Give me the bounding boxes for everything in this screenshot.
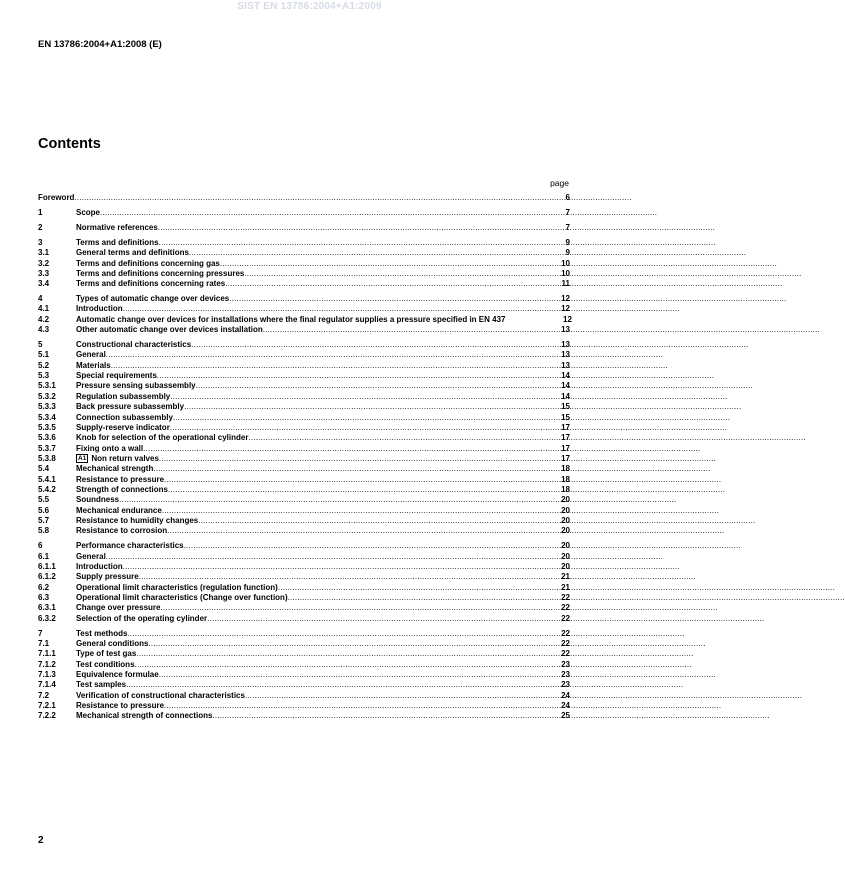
toc-entry-title: Introduction: [76, 304, 123, 314]
toc-entry-title: Regulation subassembly: [76, 391, 171, 401]
toc-entry-number: 3.3: [38, 268, 50, 278]
toc-leader-dots: [184, 402, 560, 412]
toc-leader-dots: [245, 691, 560, 701]
toc-entry-title: Terms and definitions concerning gas: [76, 258, 220, 268]
toc-entry-title: Resistance to corrosion: [76, 526, 168, 536]
toc-entry-number: 5.3.1: [38, 381, 56, 391]
toc-leader-dots: [111, 361, 560, 371]
toc-section-group: [38, 223, 570, 233]
toc-entry-title: Scope: [76, 207, 101, 217]
toc-entry-number: 5.6: [38, 505, 50, 515]
toc-leader-dots: [170, 392, 560, 402]
toc-entry-number: 5.7: [38, 515, 50, 525]
toc-entry-title: Back pressure subassembly: [76, 402, 185, 412]
toc-entry-page: 14: [561, 391, 570, 401]
toc-entry[interactable]: [38, 506, 570, 516]
toc-entry[interactable]: [38, 572, 570, 582]
toc-entry-title: Selection of the operating cylinder: [76, 613, 208, 623]
toc-entry-page: 20: [561, 561, 570, 571]
toc-leader-dots: [164, 475, 560, 485]
toc-entry-number: 4.1: [38, 304, 50, 314]
toc-leader-dots: [160, 603, 560, 613]
toc-leader-dots: [126, 680, 560, 690]
toc-entry-page: 9: [565, 248, 570, 258]
toc-entry[interactable]: [38, 413, 570, 423]
toc-entry[interactable]: [38, 304, 570, 314]
toc-leader-dots: [189, 248, 565, 258]
toc-entry[interactable]: [38, 649, 570, 659]
toc-entry[interactable]: [38, 583, 570, 593]
toc-entry[interactable]: [38, 701, 570, 711]
toc-entry[interactable]: [38, 402, 570, 412]
toc-leader-dots: [212, 711, 560, 721]
toc-entry-title: Verification of constructional characteristics: [76, 690, 245, 700]
toc-entry-number: 5.4.1: [38, 474, 56, 484]
toc-entry-number: 5.3.7: [38, 443, 56, 453]
page-number: 2: [38, 835, 44, 846]
toc-entry-title: Operational limit characteristics (regulation function): [76, 582, 278, 592]
toc-entry-title-text: Non return valves: [91, 453, 159, 463]
toc-entry-title: Supply pressure: [76, 572, 139, 582]
toc-entry[interactable]: [38, 444, 570, 454]
toc-entry-title: General: [76, 350, 106, 360]
toc-entry-page: 24: [561, 700, 570, 710]
toc-entry-title: Foreword: [38, 193, 75, 202]
toc-entry-number: 6.3.1: [38, 603, 56, 613]
toc-entry-number: 6.1: [38, 551, 50, 561]
toc-entry-page: 20: [561, 541, 570, 551]
toc-entry-number: 5.4.2: [38, 484, 56, 494]
toc-entry-page: 22: [561, 649, 570, 659]
toc-entry-page: 20: [561, 551, 570, 561]
toc-entry-number: 7.1.1: [38, 649, 56, 659]
toc-leader-dots: [123, 304, 560, 314]
toc-leader-dots: [106, 350, 560, 360]
toc-entry-number: 7.1: [38, 638, 50, 648]
toc-leader-dots: [167, 526, 560, 536]
toc-entry[interactable]: [38, 711, 570, 721]
toc-leader-dots: [159, 670, 560, 680]
toc-entry[interactable]: [38, 454, 570, 464]
toc-entry-page: 23: [561, 659, 570, 669]
toc-entry-title: Operational limit characteristics (Change over function): [76, 592, 288, 602]
toc-entry-number: 6.1.2: [38, 572, 56, 582]
toc-entry[interactable]: [38, 516, 570, 526]
toc-entry-number: 6.3.2: [38, 613, 56, 623]
toc-entry-page: 14: [561, 371, 570, 381]
toc-entry-page: 21: [561, 582, 570, 592]
toc-entry-page: 14: [561, 381, 570, 391]
page-title: Contents: [38, 136, 101, 152]
toc-entry-number: 5: [38, 340, 43, 350]
toc-entry-number: 6.2: [38, 582, 50, 592]
toc-entry-title: Fixing onto a wall: [76, 443, 144, 453]
toc-entry[interactable]: [38, 433, 570, 443]
toc-entry-number: 6.1.1: [38, 561, 56, 571]
toc-leader-dots: [162, 506, 560, 516]
toc-entry-number: 5.3.6: [38, 433, 56, 443]
toc-leader-dots: [168, 485, 560, 495]
toc-entry-page: 23: [561, 680, 570, 690]
toc-entry[interactable]: [38, 603, 570, 613]
toc-entry-number: 7.2.2: [38, 711, 56, 721]
toc-entry[interactable]: [38, 279, 570, 289]
toc-entry[interactable]: [38, 248, 570, 258]
toc-entry-number: 4.3: [38, 325, 50, 335]
toc-entry-title: Connection subassembly: [76, 412, 173, 422]
toc-entry-page: 21: [561, 572, 570, 582]
toc-entry[interactable]: [38, 361, 570, 371]
toc-leader-dots: [244, 269, 560, 279]
toc-entry-page: 25: [561, 711, 570, 721]
toc-leader-dots: [225, 279, 560, 289]
toc-leader-dots: [119, 495, 560, 505]
toc-entry[interactable]: [38, 464, 570, 474]
toc-entry-page: 24: [561, 690, 570, 700]
toc-entry[interactable]: [38, 423, 570, 433]
toc-entry[interactable]: [38, 294, 570, 304]
toc-entry-page: 17: [561, 443, 570, 453]
toc-entry[interactable]: [38, 562, 570, 572]
toc-entry[interactable]: [38, 315, 570, 325]
toc-entry-page: 17: [561, 453, 570, 463]
toc-entry-title: Materials: [76, 360, 111, 370]
toc-leader-dots: [170, 423, 560, 433]
toc-entry-page: 13: [561, 350, 570, 360]
toc-entry-number: 6.3: [38, 592, 50, 602]
toc-leader-dots: [139, 572, 560, 582]
toc-leader-dots: [136, 649, 560, 659]
toc-entry-number: 7.1.2: [38, 659, 56, 669]
toc-entry-title: Constructional characteristics: [76, 340, 192, 350]
toc-entry-number: 5.5: [38, 495, 50, 505]
toc-entry[interactable]: [38, 392, 570, 402]
toc-entry[interactable]: [38, 238, 570, 248]
toc-entry-page: 7: [565, 222, 570, 232]
toc-entry-title: General terms and definitions: [76, 248, 189, 258]
toc-entry-title: Strength of connections: [76, 484, 168, 494]
toc-entry[interactable]: [38, 325, 570, 335]
toc-entry-title: General conditions: [76, 638, 149, 648]
toc-entry-number: 1: [38, 207, 43, 217]
toc-entry[interactable]: [38, 526, 570, 536]
toc-entry-title: Pressure sensing subassembly: [76, 381, 196, 391]
toc-entry-page: 22: [561, 628, 570, 638]
toc-entry-page: 9: [565, 237, 570, 247]
toc-entry-title: Soundness: [76, 495, 120, 505]
toc-entry[interactable]: [38, 193, 570, 203]
toc-entry-title: Resistance to pressure: [76, 474, 165, 484]
toc-entry-number: 5.1: [38, 350, 50, 360]
toc-section-group: [38, 541, 570, 624]
toc-entry-title: Types of automatic change over devices: [76, 294, 230, 304]
toc-entry-page: 22: [561, 613, 570, 623]
toc-leader-dots: [198, 516, 560, 526]
toc-entry-number: 4.2: [38, 314, 50, 324]
toc-leader-dots: [148, 639, 560, 649]
toc-entry-number: 5.3.5: [38, 422, 56, 432]
toc-entry-title: Test methods: [76, 628, 128, 638]
toc-entry-title: [76, 454, 159, 464]
toc-leader-dots: [159, 454, 560, 464]
toc-leader-dots: [248, 433, 560, 443]
toc-entry-page: 12: [561, 304, 570, 314]
toc-entry-title: Test conditions: [76, 659, 135, 669]
toc-leader-dots: [191, 340, 560, 350]
toc-entry[interactable]: [38, 340, 570, 350]
toc-entry-number: 6: [38, 541, 43, 551]
toc-entry[interactable]: [38, 381, 570, 391]
toc-entry-number: 5.8: [38, 526, 50, 536]
toc-entry-page: 18: [561, 464, 570, 474]
toc-entry-number: 5.3: [38, 371, 50, 381]
toc-entry[interactable]: [38, 223, 570, 233]
toc-entry-page: 20: [561, 495, 570, 505]
toc-entry-page: 20: [561, 515, 570, 525]
toc-leader-dots: [164, 701, 560, 711]
toc-entry-number: 3.2: [38, 258, 50, 268]
toc-leader-dots: [263, 325, 560, 335]
toc-entry[interactable]: [38, 541, 570, 551]
toc-entry-page: 22: [561, 638, 570, 648]
toc-entry-page: 22: [561, 592, 570, 602]
toc-leader-dots: [158, 223, 565, 233]
toc-entry-title: Mechanical strength: [76, 464, 154, 474]
toc-entry-page: 10: [561, 268, 570, 278]
toc-entry[interactable]: [38, 371, 570, 381]
toc-entry-number: 5.3.4: [38, 412, 56, 422]
toc-entry[interactable]: [38, 208, 570, 218]
toc-entry-title: Change over pressure: [76, 603, 161, 613]
toc-entry-number: 7.1.3: [38, 669, 56, 679]
toc-entry-page: 17: [561, 433, 570, 443]
toc-entry-title: Normative references: [76, 222, 158, 232]
toc-entry-title: Type of test gas: [76, 649, 137, 659]
toc-entry[interactable]: [38, 269, 570, 279]
toc-section-group: [38, 629, 570, 722]
toc-leader-dots: [220, 259, 560, 269]
toc-entry-title: Knob for selection of the operational cylinder: [76, 433, 249, 443]
toc-entry-title: Introduction: [76, 561, 123, 571]
toc-entry[interactable]: [38, 485, 570, 495]
toc-entry-page: 15: [561, 402, 570, 412]
toc-entry-page: 13: [561, 325, 570, 335]
watermark: SIST EN 13786:2004+A1:2009: [237, 1, 382, 12]
toc-entry-page: 17: [561, 422, 570, 432]
toc-entry[interactable]: [38, 552, 570, 562]
toc-leader-dots: [135, 660, 561, 670]
toc-entry-page: 7: [565, 207, 570, 217]
toc-entry[interactable]: [38, 629, 570, 639]
toc-entry-title: Terms and definitions concerning rates: [76, 279, 226, 289]
amendment-marker-icon: A1: [78, 454, 87, 462]
toc-leader-dots: [207, 614, 560, 624]
toc-entry-title: Resistance to pressure: [76, 700, 165, 710]
toc-entry-title: Mechanical endurance: [76, 505, 162, 515]
toc-leader-dots: [123, 562, 560, 572]
toc-section-group: [38, 193, 570, 203]
toc-entry[interactable]: [38, 670, 570, 680]
toc-entry-title: Performance characteristics: [76, 541, 184, 551]
toc-entry-number: 5.3.8: [38, 453, 56, 463]
toc-entry-number: 3.1: [38, 248, 50, 258]
toc-leader-dots: [100, 208, 565, 218]
toc-entry-title: Special requirements: [76, 371, 157, 381]
toc-entry-number: 5.3.2: [38, 391, 56, 401]
toc-entry[interactable]: [38, 680, 570, 690]
toc-leader-dots: [74, 193, 564, 203]
toc-section-group: [38, 340, 570, 537]
toc-leader-dots: [229, 294, 560, 304]
toc-entry-page: 10: [561, 258, 570, 268]
toc-entry-page: 23: [561, 669, 570, 679]
toc-leader-dots: [127, 629, 560, 639]
toc-entry-title: Terms and definitions concerning pressures: [76, 268, 245, 278]
toc-entry-page: 20: [561, 526, 570, 536]
toc-entry-title: Equivalence formulae: [76, 669, 159, 679]
toc-leader-dots: [106, 552, 560, 562]
toc-entry-number: 7: [38, 628, 43, 638]
toc-entry-title: General: [76, 551, 106, 561]
toc-entry[interactable]: [38, 495, 570, 505]
toc-entry-page: 12: [563, 314, 572, 324]
toc-leader-dots: [288, 593, 560, 603]
toc-entry-title: Other automatic change over devices installation: [76, 325, 263, 335]
toc-entry-page: 11: [561, 279, 570, 289]
toc-leader-dots: [173, 413, 560, 423]
toc-entry-number: 3.4: [38, 279, 50, 289]
toc-entry[interactable]: [38, 639, 570, 649]
toc-entry-number: 4: [38, 294, 43, 304]
toc-entry-page: 12: [561, 294, 570, 304]
toc-leader-dots: [157, 371, 560, 381]
toc-entry-number: 5.3.3: [38, 402, 56, 412]
toc-entry[interactable]: [38, 259, 570, 269]
page-column-label: page: [550, 178, 569, 188]
document-identifier: EN 13786:2004+A1:2008 (E): [38, 39, 162, 50]
toc-entry-page: 18: [561, 474, 570, 484]
toc-entry-title: Supply-reserve indicator: [76, 422, 170, 432]
toc-entry-page: 20: [561, 505, 570, 515]
toc-entry[interactable]: [38, 475, 570, 485]
toc-leader-dots: [184, 541, 560, 551]
toc-entry-page: 13: [561, 360, 570, 370]
toc-leader-dots: [159, 238, 565, 248]
toc-entry-page: 22: [561, 603, 570, 613]
toc-leader-dots: [153, 464, 560, 474]
toc-entry-title: Mechanical strength of connections: [76, 711, 213, 721]
toc-section-group: [38, 294, 570, 335]
toc-entry-number: 5.2: [38, 360, 50, 370]
toc-entry-title: Resistance to humidity changes: [76, 515, 199, 525]
toc-entry-number: 7.1.4: [38, 680, 56, 690]
table-of-contents: [38, 193, 570, 726]
toc-entry-number: 5.4: [38, 464, 50, 474]
toc-entry-number: 3: [38, 237, 43, 247]
toc-leader-dots: [143, 444, 560, 454]
toc-entry[interactable]: [38, 593, 570, 603]
toc-entry-number: 7.2: [38, 690, 50, 700]
toc-leader-dots: [196, 381, 560, 391]
toc-entry-page: 6: [565, 193, 570, 202]
toc-entry-page: 15: [561, 412, 570, 422]
toc-entry[interactable]: [38, 691, 570, 701]
toc-entry[interactable]: [38, 614, 570, 624]
toc-entry-title: Test samples: [76, 680, 127, 690]
toc-section-group: [38, 238, 570, 290]
toc-leader-dots: [278, 583, 560, 593]
toc-entry-number: 2: [38, 222, 43, 232]
toc-entry-page: 18: [561, 484, 570, 494]
toc-entry-title: Terms and definitions: [76, 237, 159, 247]
toc-entry[interactable]: [38, 350, 570, 360]
toc-entry-title: Automatic change over devices for installations where the final regulator supplies a pressure specified in EN 437: [76, 314, 506, 324]
toc-entry[interactable]: [38, 660, 570, 670]
toc-entry-page: 13: [561, 340, 570, 350]
toc-entry-number: 7.2.1: [38, 700, 56, 710]
toc-section-group: [38, 208, 570, 218]
